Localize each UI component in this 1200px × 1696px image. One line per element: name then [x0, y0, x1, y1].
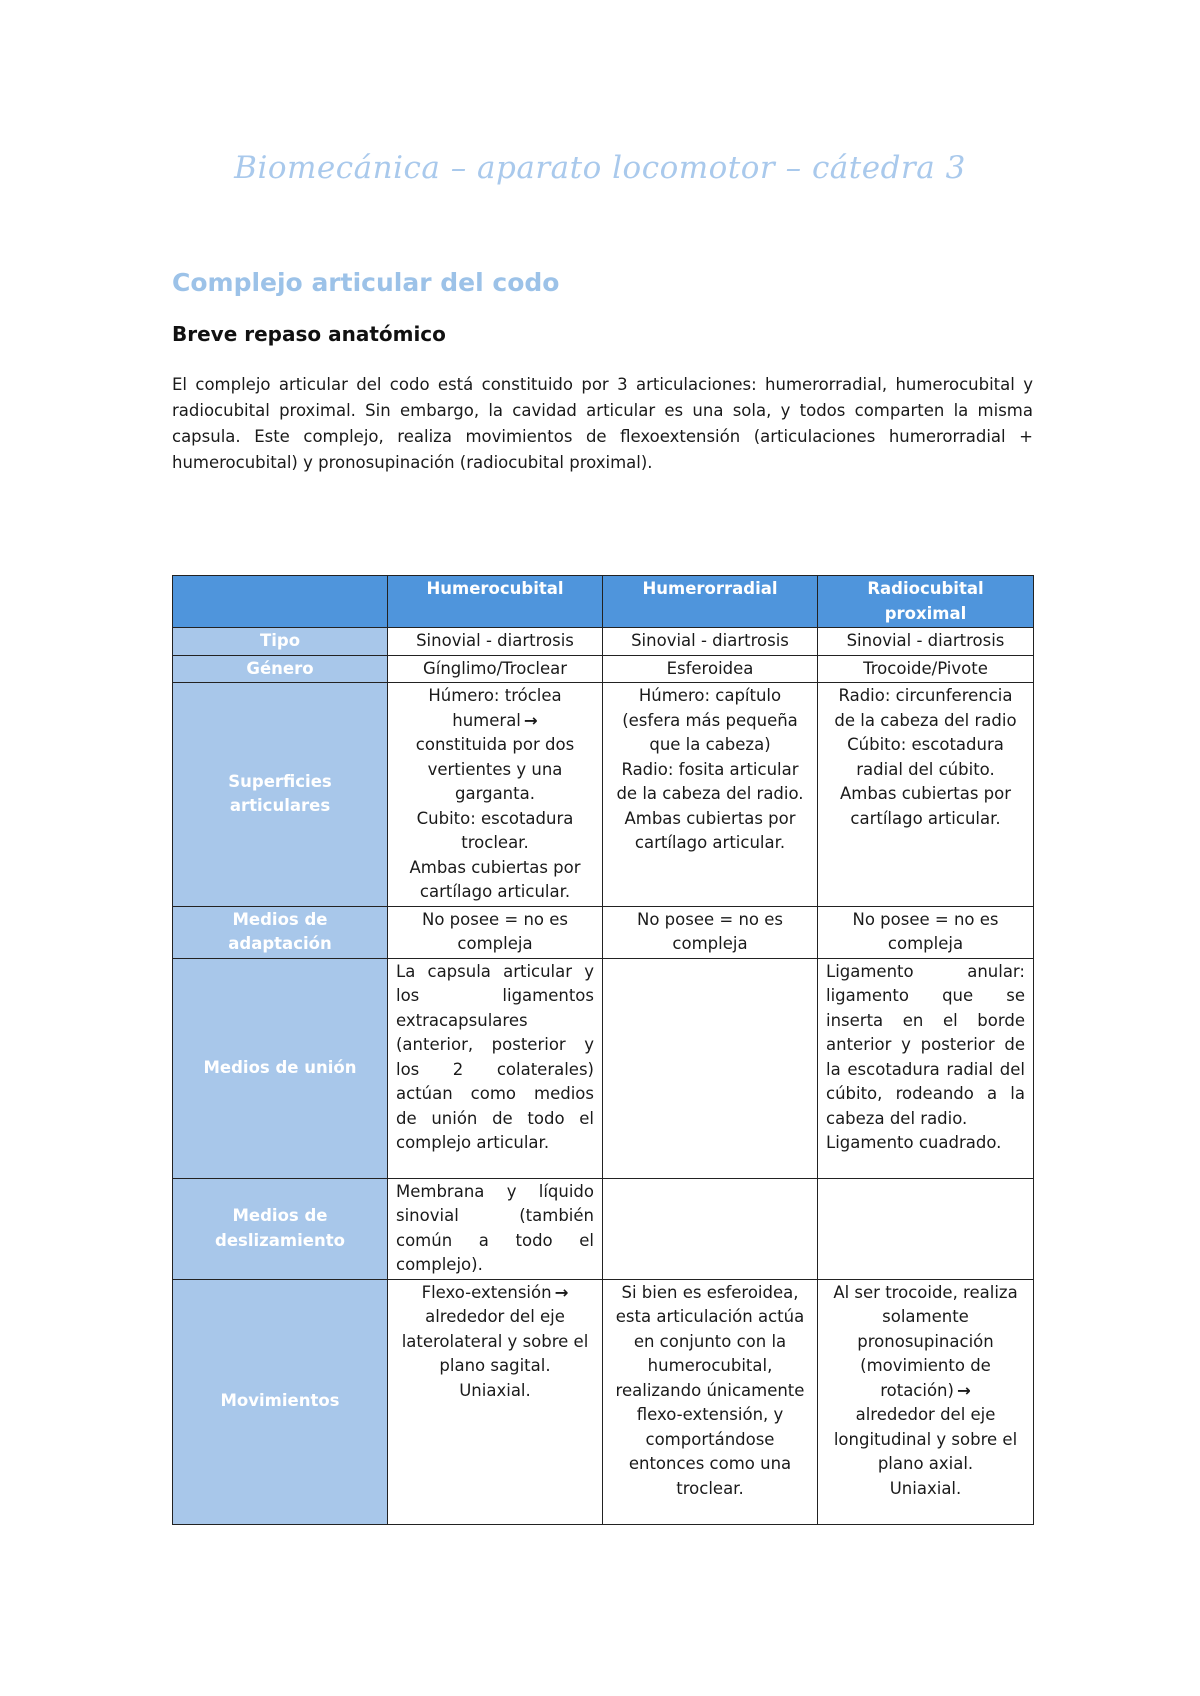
cell-genero-humerocubital: Gínglimo/Troclear [388, 655, 603, 683]
superficies-radiocubital-line-3: Ambas cubiertas por cartílago articular. [839, 784, 1012, 828]
table-row-superficies [173, 683, 1034, 907]
union-radiocubital-line-2: Ligamento cuadrado. [826, 1133, 1002, 1152]
superficies-humerorradial-line-2: Radio: fosita articular de la cabeza del radio. [616, 759, 804, 803]
row-label-adaptacion: Medios de adaptación [173, 906, 388, 958]
header-humerorradial: Humerorradial [603, 576, 818, 628]
row-label-union: Medios de unión [173, 958, 388, 1178]
superficies-humerorradial-line-1: Húmero: capítulo (esfera más pequeña que la cabeza) [622, 686, 798, 754]
comparison-table [172, 575, 1034, 1525]
union-radiocubital-line-1: Ligamento anular: ligamento que se inserta en el borde anterior y posterior de la escotadura radial del cúbito, rodeando a la cabeza del radio. [826, 961, 1025, 1128]
row-label-genero: Género [173, 655, 388, 683]
cell-superficies-humerocubital [388, 683, 603, 907]
cell-adaptacion-humerocubital: No posee = no es compleja [388, 906, 603, 958]
right-arrow-icon: → [956, 1380, 971, 1400]
cell-tipo-humerocubital: Sinovial - diartrosis [388, 628, 603, 656]
cell-union-radiocubital [818, 958, 1034, 1178]
cell-deslizamiento-radiocubital [818, 1178, 1034, 1279]
superficies-humerocubital-line-3: Cubito: escotadura troclear. [416, 808, 574, 852]
table-row-union [173, 958, 1034, 1178]
header-radiocubital-proximal: Radiocubital proximal [818, 576, 1034, 628]
movimientos-radiocubital-line-2: alrededor del eje longitudinal y sobre el plano axial. [833, 1405, 1018, 1473]
row-label-superficies: Superficies articulares [173, 683, 388, 907]
section-heading: Complejo articular del codo [172, 268, 560, 297]
movimientos-humerocubital-line-1 [396, 1281, 594, 1306]
superficies-radiocubital-line-1: Radio: circunferencia de la cabeza del radio [834, 686, 1017, 730]
cell-union-humerocubital: La capsula articular y los ligamentos extracapsulares (anterior, posterior y los 2 colaterales) actúan como medios de unión de todo el complejo articular. [388, 958, 603, 1178]
movimientos-humerocubital-line-2: alrededor del eje laterolateral y sobre el plano sagital. [401, 1307, 589, 1375]
movimientos-humerocubital-text-1: Flexo-extensión [421, 1282, 552, 1302]
movimientos-radiocubital-text-1: Al ser trocoide, realiza solamente pronosupinación (movimiento de rotación) [833, 1282, 1018, 1400]
movimientos-radiocubital-line-1 [826, 1281, 1025, 1404]
cell-superficies-humerorradial [603, 683, 818, 907]
table-header-row [173, 576, 1034, 628]
cell-adaptacion-radiocubital: No posee = no es compleja [818, 906, 1034, 958]
superficies-humerocubital-line-4: Ambas cubiertas por cartílago articular. [409, 857, 581, 901]
header-corner-cell [173, 576, 388, 628]
sub-heading: Breve repaso anatómico [172, 322, 446, 346]
superficies-humerocubital-line-1 [396, 684, 594, 733]
cell-movimientos-humerocubital [388, 1279, 603, 1524]
cell-union-humerorradial [603, 958, 818, 1178]
table-row-tipo [173, 628, 1034, 656]
movimientos-humerocubital-line-3: Uniaxial. [459, 1380, 531, 1400]
cell-genero-humerorradial: Esferoidea [603, 655, 818, 683]
row-label-deslizamiento: Medios de deslizamiento [173, 1178, 388, 1279]
table-row-adaptacion [173, 906, 1034, 958]
superficies-humerocubital-line-2: constituida por dos vertientes y una garganta. [415, 735, 575, 803]
row-label-tipo: Tipo [173, 628, 388, 656]
row-label-movimientos: Movimientos [173, 1279, 388, 1524]
intro-paragraph: El complejo articular del codo está constituido por 3 articulaciones: humerorradial, humerocubital y radiocubital proximal. Sin embargo, la cavidad articular es una sola, y todos comparten la misma capsula. Este complejo, realiza movimientos de flexoextensión (articulaciones humerorradial + humerocubital) y pronosupinación (radiocubital proximal). [172, 375, 1033, 472]
cell-genero-radiocubital: Trocoide/Pivote [818, 655, 1034, 683]
cell-tipo-humerorradial: Sinovial - diartrosis [603, 628, 818, 656]
movimientos-radiocubital-line-3: Uniaxial. [889, 1478, 962, 1498]
table-row-deslizamiento [173, 1178, 1034, 1279]
table-row-movimientos [173, 1279, 1034, 1524]
cell-tipo-radiocubital: Sinovial - diartrosis [818, 628, 1034, 656]
cell-movimientos-radiocubital [818, 1279, 1034, 1524]
header-humerocubital: Humerocubital [388, 576, 603, 628]
cell-adaptacion-humerorradial: No posee = no es compleja [603, 906, 818, 958]
right-arrow-icon: → [554, 1282, 569, 1302]
cell-superficies-radiocubital [818, 683, 1034, 907]
table-row-genero [173, 655, 1034, 683]
cell-deslizamiento-humerocubital: Membrana y líquido sinovial (también común a todo el complejo). [388, 1178, 603, 1279]
cell-deslizamiento-humerorradial [603, 1178, 818, 1279]
cell-movimientos-humerorradial: Si bien es esferoidea, esta articulación actúa en conjunto con la humerocubital, realizando únicamente flexo-extensión, y comportándose entonces como una troclear. [603, 1279, 818, 1524]
superficies-radiocubital-line-2: Cúbito: escotadura radial del cúbito. [847, 735, 1004, 779]
right-arrow-icon: → [523, 710, 538, 730]
document-title: Biomecánica – aparato locomotor – cátedra 3 [234, 150, 966, 186]
superficies-humerocubital-text-1: Húmero: tróclea humeral [428, 686, 562, 730]
superficies-humerorradial-line-3: Ambas cubiertas por cartílago articular. [624, 808, 796, 852]
